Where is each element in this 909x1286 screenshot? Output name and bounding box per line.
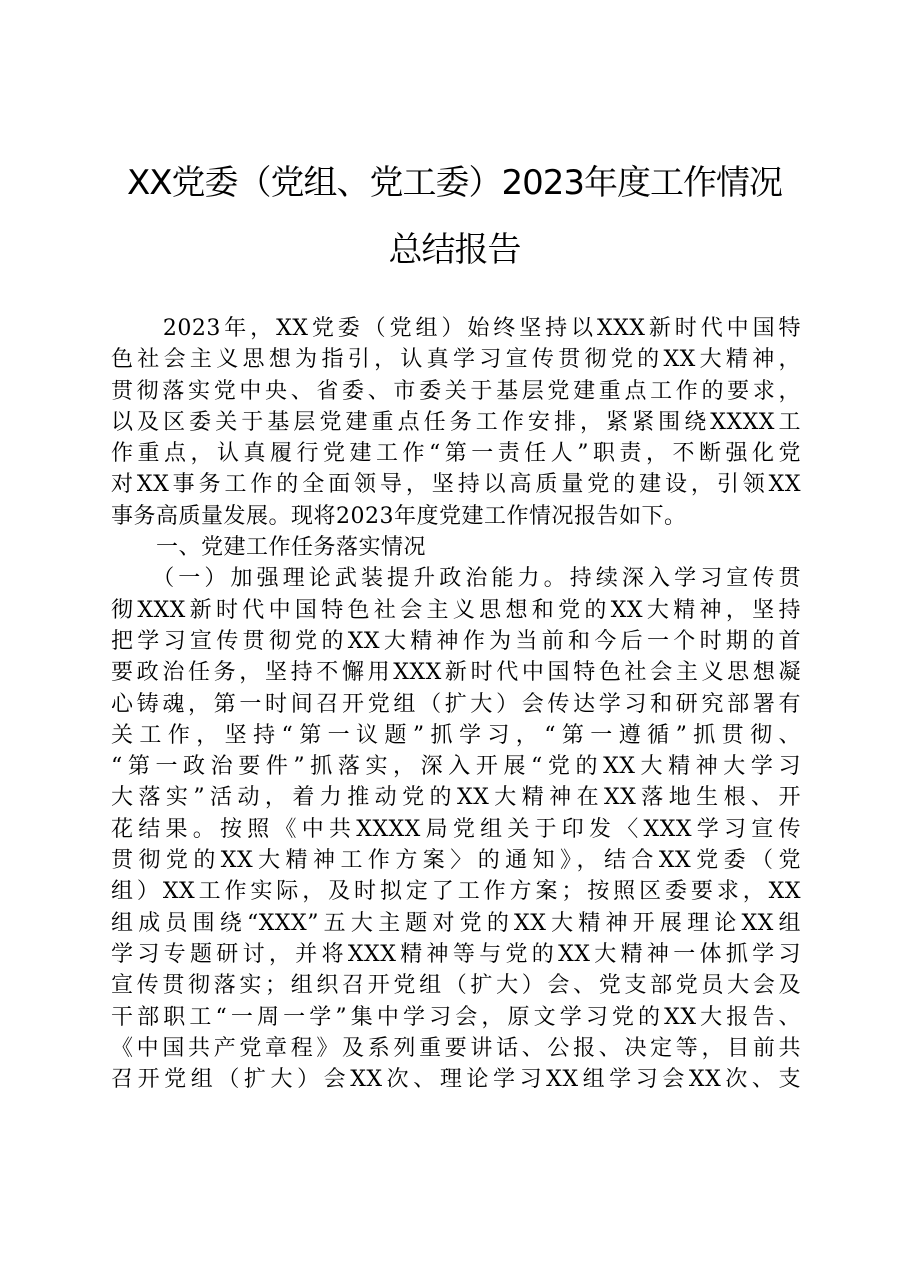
paragraph-line: 贯彻党的XX大精神工作方案〉的通知》，结合XX党委（党 — [111, 848, 801, 874]
paragraph-line: 贯彻落实党中央、省委、市委关于基层党建重点工作的要求， — [111, 378, 801, 404]
paragraph-section-1 — [111, 563, 801, 1095]
paragraph-line: 心铸魂，第一时间召开党组（扩大）会传达学习和研究部署有 — [111, 691, 801, 717]
paragraph-line: “第一政治要件”抓落实，深入开展“党的XX大精神大学习 — [111, 754, 801, 780]
paragraph-line: 干部职工“一周一学”集中学习会，原文学习党的XX大报告、 — [111, 1004, 801, 1030]
paragraph-line: 色社会主义思想为指引，认真学习宣传贯彻党的XX大精神， — [111, 347, 801, 373]
paragraph-line: 2023年，XX党委（党组）始终坚持以XXX新时代中国特 — [111, 316, 801, 341]
paragraph-line: 宣传贯彻落实；组织召开党组（扩大）会、党支部党员大会及 — [111, 973, 801, 999]
paragraph-line: 要政治任务，坚持不懈用XXX新时代中国特色社会主义思想凝 — [111, 660, 801, 686]
paragraph-line: 学习专题研讨，并将XXX精神等与党的XX大精神一体抓学习 — [111, 941, 801, 967]
body-text — [111, 313, 801, 1095]
paragraph-line: 组成员围绕“XXX”五大主题对党的XX大精神开展理论XX组 — [111, 910, 801, 936]
paragraph-line: 关工作，坚持“第一议题”抓学习，“第一遵循”抓贯彻、 — [111, 722, 801, 748]
paragraph-line: 把学习宣传贯彻党的XX大精神作为当前和今后一个时期的首 — [111, 628, 801, 654]
paragraph-line: 大落实”活动，着力推动党的XX大精神在XX落地生根、开 — [111, 785, 801, 811]
document-title-line-2: 总结报告 — [388, 230, 521, 270]
paragraph-line: 以及区委关于基层党建重点任务工作安排，紧紧围绕XXXX工 — [111, 409, 801, 435]
paragraph-line: 作重点，认真履行党建工作“第一责任人”职责，不断强化党 — [111, 441, 801, 467]
paragraph-line: 花结果。按照《中共XXXX局党组关于印发〈XXX学习宣传 — [111, 816, 801, 842]
paragraph-line: 召开党组（扩大）会XX次、理论学习XX组学习会XX次、支 — [111, 1067, 801, 1093]
document-title-line-1: XX党委（党组、党工委）2023年度工作情况 — [126, 163, 783, 203]
paragraph-intro — [111, 313, 801, 532]
section-heading: 一、党建工作任务落实情况 — [111, 535, 427, 561]
paragraph-line: 事务高质量发展。现将2023年度党建工作情况报告如下。 — [111, 503, 687, 529]
paragraph-line: （一）加强理论武装提升政治能力。持续深入学习宣传贯 — [111, 566, 801, 592]
paragraph-line: 彻XXX新时代中国特色社会主义思想和党的XX大精神，坚持 — [111, 597, 801, 623]
paragraph-line: 对XX事务工作的全面领导，坚持以高质量党的建设，引领XX — [111, 472, 801, 498]
paragraph-line: 《中国共产党章程》及系列重要讲话、公报、决定等，目前共 — [111, 1035, 801, 1061]
paragraph-line: 组）XX工作实际，及时拟定了工作方案；按照区委要求，XX — [111, 879, 801, 905]
